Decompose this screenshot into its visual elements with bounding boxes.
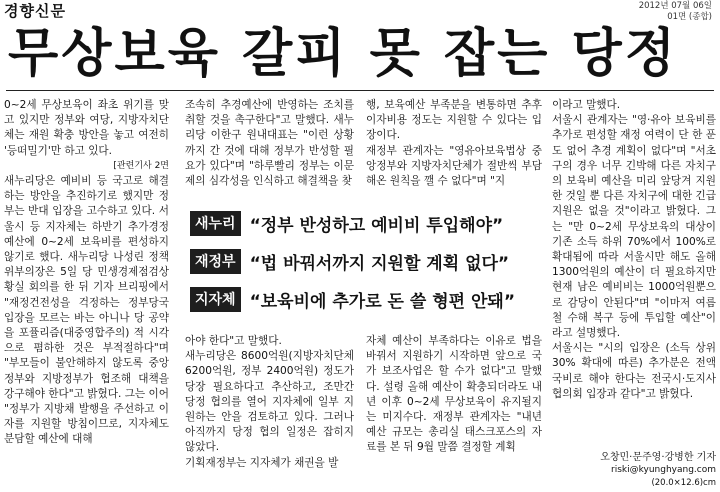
article-column-3-bottom bbox=[366, 334, 542, 484]
page-section: 01면 (종합) bbox=[667, 12, 712, 22]
body-paragraph: 아야 한다"고 말했다. 새누리당은 8600억원(지방자치단체 6200억원, 정부 2400억원) 정도가 당장 필요하다고 추산하고, 조만간 당정 협의를 열어 지자체에 일부 지원하는 안을 검토하고 있다. 그러나 아직까지 당정 협의 일정은 잡히지 않았다. 기획재정부는 지자체가 채권을 발 bbox=[185, 335, 354, 469]
quote-speaker-tag: 재정부 bbox=[190, 249, 241, 274]
clipping-size: (20.0×12.6)cm bbox=[651, 478, 716, 488]
pull-quote-box bbox=[190, 204, 545, 318]
headline-divider bbox=[6, 90, 714, 91]
issue-date: 2012년 07월 06일 bbox=[638, 1, 712, 11]
dateline bbox=[639, 1, 712, 23]
quote-text: “정부 반성하고 예비비 투입해야” bbox=[249, 215, 504, 236]
lead-paragraph: 0~2세 무상보육이 좌초 위기를 맞고 있지만 정부와 여당, 지방자치단체는 재원 확충 방안을 놓고 여전히 '등떠밀기'만 하고 있다. bbox=[4, 99, 169, 157]
byline bbox=[560, 451, 716, 490]
author-email: riski@kyunghyang.com bbox=[611, 465, 716, 475]
related-article-ref: [관련기사 2면 bbox=[113, 160, 169, 171]
body-paragraph: 이라고 말했다. 서울시 관계자는 "영·유아 보육비를 추가로 편성할 재정 여력이 단 한 푼도 없어 추경 계획이 없다"며 "서초구의 경우 너무 긴박해 다른 자치구의 보육비 예산을 미리 앞당겨 지원한 것일 뿐 다른 자치구에 대한 긴급지원은 없을 것"이라고 밝혔다. 그는 "만 0~2세 무상보육의 대상이 기존 소득 하위 70%에서 100%로 확대됨에 따라 서울시만 해도 올해 1300억원의 예산이 더 필요하지만 현재 남은 예비비는 1000억원뿐으로 감당이 안된다"며 "이마저 여름철 수해 복구 등에 투입할 예산"이라고 설명했다. 서울시는 "시의 입장은 (소득 상위 30% 확대에 따른) 추가분은 전액 국비로 해야 한다는 전국시·도지사협의회 입장과 같다"고 밝혔다. bbox=[552, 99, 716, 400]
article-column-4 bbox=[552, 98, 716, 452]
article-column-1 bbox=[4, 98, 169, 480]
quote-speaker-tag: 새누리 bbox=[190, 211, 241, 236]
body-paragraph: 새누리당은 예비비 등 국고로 해결하는 방안을 추진하기로 했지만 정부는 반대 입장을 고수하고 있다. 서울시 등 지자체는 하반기 추가경정예산에 0~2세 보육비를 편성하지 않기로 했다. 새누리당 나성린 정책위부의장은 5일 당 민생경제점검상황실 회의를 한 뒤 기자 브리핑에서 "재정건전성을 걱정하는 정부당국 입장을 모르는 바는 아니나 당 공약을 포퓰리즘(대중영합주의) 적 시각으로 폄하한 것은 부적절하다"며 "부모들이 불안해하지 않도록 중앙정부와 지방정부가 협조해 대책을 강구해야 한다"고 밝혔다. 그는 이어 "정부가 지방채 발행을 주선하고 이자를 지원할 방침이므로, 지자체도 분담할 예산에 대해 bbox=[4, 175, 169, 446]
body-paragraph: 자체 예산이 부족하다는 이유로 법을 바꿔서 지원하기 시작하면 앞으로 국가 보조사업은 할 수가 없다"고 말했다. 설령 올해 예산이 확충되더라도 내년 이후 0~2세 무상보육이 유지될지는 미지수다. 재정부 관계자는 "내년 예산 규모는 총리실 태스크포스의 자료를 본 뒤 9월 말쯤 결정할 계획 bbox=[366, 335, 542, 454]
pull-quote-row bbox=[190, 242, 545, 280]
quote-text: “법 바꿔서까지 지원할 계획 없다” bbox=[249, 253, 510, 274]
quote-speaker-tag: 지자체 bbox=[190, 287, 241, 312]
article-headline: 무상보육 갈피 못 잡는 당정 bbox=[8, 24, 678, 84]
pull-quote-row bbox=[190, 204, 545, 242]
article-column-2-top bbox=[185, 98, 354, 194]
quote-text: “보육비에 추가로 돈 쓸 형편 안돼” bbox=[249, 291, 516, 312]
article-column-2-bottom bbox=[185, 334, 354, 484]
author-names: 오창민·문주영·강병한 기자 bbox=[600, 452, 716, 463]
pull-quote-row bbox=[190, 280, 545, 318]
article-column-3-top bbox=[366, 98, 542, 194]
newspaper-masthead: 경향신문 bbox=[4, 2, 66, 20]
body-paragraph: 행, 보육예산 부족분을 변통하면 추후 이자비용 정도는 지원할 수 있다는 입장이다. 재정부 관계자는 "영유아보육법상 중앙정부와 지방자치단체가 절반씩 부담해온 원칙을 깰 수 없다"며 "지 bbox=[366, 99, 542, 188]
body-paragraph: 조속히 추경예산에 반영하는 조치를 취할 것을 촉구한다"고 말했다. 새누리당 이한구 원내대표는 "이런 상황까지 간 것에 대해 정부가 반성할 필요가 있다"며 "하루빨리 정부는 이문제의 심각성을 인식하고 해결책을 찾 bbox=[185, 99, 354, 188]
